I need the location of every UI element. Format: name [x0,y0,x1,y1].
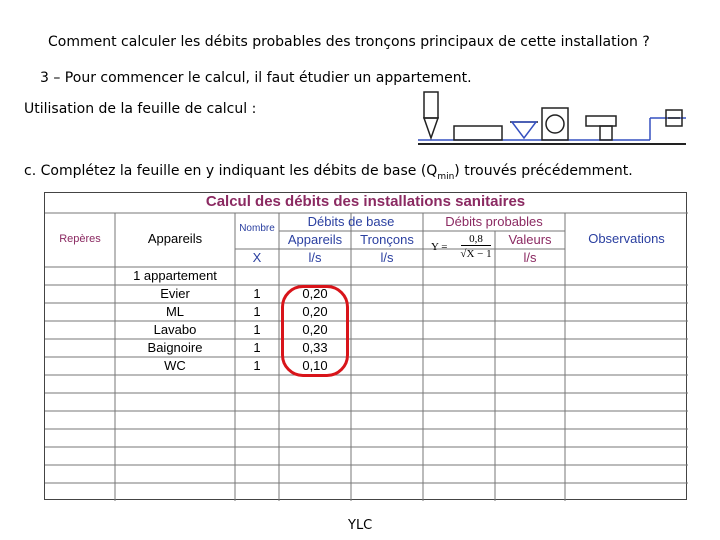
row-nombre: 1 [253,304,261,319]
row-nombre: 1 [253,340,261,355]
footer-initials: YLC [348,518,373,533]
row-debit: 0,20 [302,304,328,319]
header-observations: Observations [588,231,665,246]
header-debits-probables: Débits probables [445,214,543,229]
row-appareil: WC [164,358,186,373]
unit-ls-troncons: l/s [380,250,394,265]
row-appareil: ML [165,304,185,319]
header-valeurs: Valeurs [508,232,552,247]
unit-ls-valeurs: l/s [523,250,537,265]
row-nombre: 1 [253,322,261,337]
row-debit: 0,20 [302,286,328,301]
row-appareil: Baignoire [147,340,203,355]
instruction-prefix: c. Complétez la feuille en y indiquant les débits de base (Q [24,163,438,179]
header-nombre: Nombre [239,223,275,234]
row-nombre: 1 [253,358,261,373]
group-label: 1 appartement [133,268,217,283]
usage-text: Utilisation de la feuille de calcul : [24,101,257,117]
instruction-suffix: ) trouvés précédemment. [454,163,633,179]
row-appareil: Evier [160,286,190,301]
calculation-sheet [44,192,687,500]
formula-denominator: √X − 1 [460,248,492,260]
step-text: 3 – Pour commencer le calcul, il faut étudier un appartement. [40,70,472,86]
installation-schematic [418,88,688,150]
question-title: Comment calculer les débits probables des tronçons principaux de cette installation ? [48,34,650,50]
row-nombre: 1 [253,286,261,301]
unit-ls-appareils: l/s [308,250,322,265]
row-debit: 0,33 [302,340,328,355]
formula-numerator: 0,8 [461,233,491,246]
row-debit: 0,10 [302,358,328,373]
header-debits-base: Débits de base [307,214,395,229]
header-reperes: Repères [59,233,101,245]
sheet-title: Calcul des débits des installations sanitaires [205,193,526,210]
header-sub-appareils: Appareils [287,232,343,247]
instruction-sub: min [437,171,455,182]
highlight-circle [281,285,349,377]
instruction-text [24,163,633,182]
unit-x: X [252,250,262,265]
formula-lhs: Y = [431,241,448,253]
header-appareils: Appareils [147,231,203,246]
row-appareil: Lavabo [153,322,197,337]
row-debit: 0,20 [302,322,328,337]
header-sub-troncons: Tronçons [360,232,414,247]
